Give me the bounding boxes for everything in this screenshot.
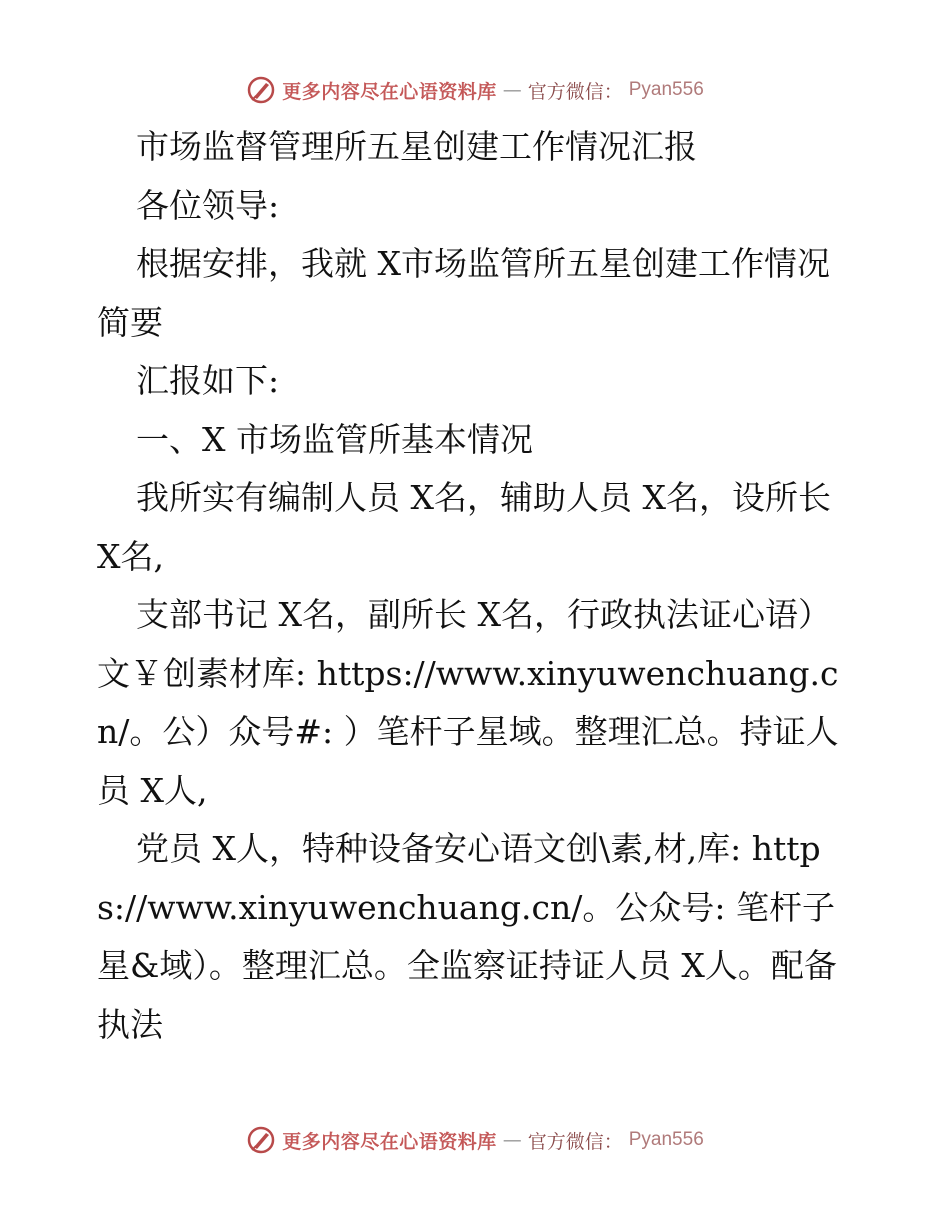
watermark-brand-footer (246, 1125, 704, 1155)
watermark-main-text: 更多内容尽在心语资料库 (282, 80, 497, 103)
paragraph-staff: 我所实有编制人员 X名，辅助人员 X名，设所长 X名, (97, 478, 831, 576)
paragraph-greeting: 各位领导: (136, 185, 280, 225)
watermark-dash-footer: — (502, 1129, 522, 1151)
watermark-main-text-footer: 更多内容尽在心语资料库 (282, 1130, 497, 1153)
document-title: 市场监督管理所五星创建工作情况汇报 (136, 127, 697, 166)
watermark-wechat-label: 官方微信： (527, 80, 623, 103)
paragraph-roles: 支部书记 X名，副所长 X名，行政执法证心语）文￥创素材库: https://www.xinyuwenchuang.cn/。公）众号#: ）笔杆子星域。整理汇总。持证人员 X人, (97, 595, 839, 810)
paragraph-members: 党员 X人，特种设备安心语文创\素,材,库: https://www.xinyuwenchuang.cn/。公众号: 笔杆子星&域）。整理汇总。全监察证持证人员 X人。配备执法 (97, 829, 837, 1044)
page-footer-watermark (0, 1120, 950, 1160)
watermark-wechat-id-footer: Pyan556 (628, 1129, 704, 1150)
watermark-wechat-label-footer: 官方微信： (527, 1130, 623, 1153)
paragraph-intro-cont: 汇报如下: (136, 361, 280, 400)
section-heading-1: 一、X 市场监管所基本情况 (136, 419, 533, 459)
watermark-wechat-id: Pyan556 (628, 79, 704, 100)
quill-logo-icon (246, 1125, 276, 1155)
page-header-watermark (0, 70, 950, 110)
watermark-dash: — (502, 79, 522, 101)
quill-logo-icon (246, 75, 276, 105)
paragraph-intro: 根据安排，我就 X市场监管所五星创建工作情况简要 (97, 244, 830, 342)
watermark-brand (246, 75, 704, 105)
document-body (97, 118, 857, 1054)
